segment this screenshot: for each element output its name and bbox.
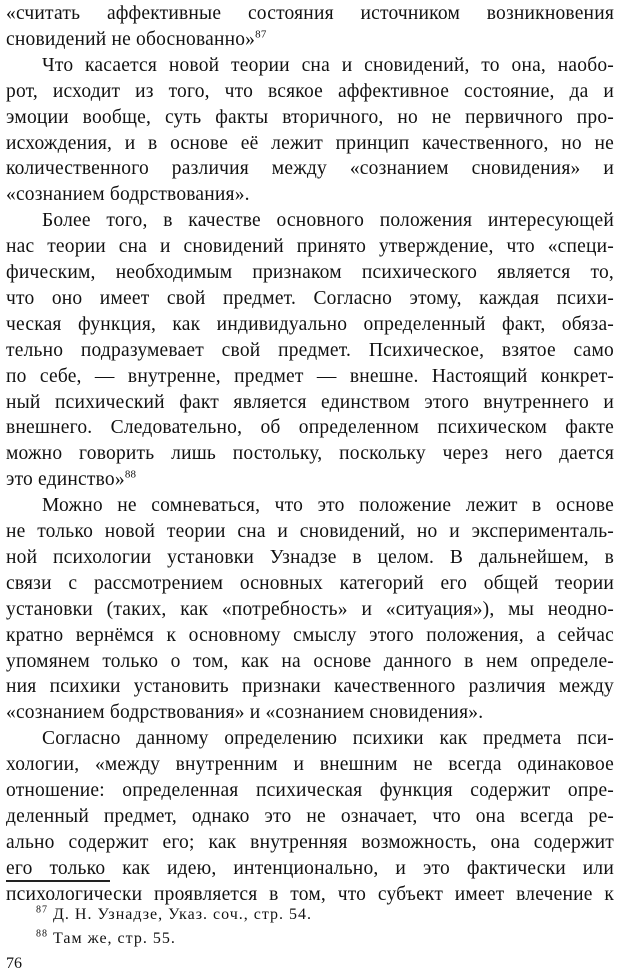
- text-line-content: количественного различия между «сознанием сновидения» и: [6, 158, 614, 180]
- text-line: [6, 596, 614, 623]
- text-line: [6, 155, 614, 182]
- text-line-content: что оно имеет свой предмет. Согласно этому, каждая психи-: [6, 287, 614, 309]
- text-line-content: по себе, — внутренне, предмет — внешне. Настоящий конкрет-: [6, 365, 614, 387]
- text-line-content: ный психический факт является единством этого внутреннего и: [6, 391, 614, 413]
- text-line-content: деленный предмет, однако это не означает, что она всегда ре-: [6, 805, 614, 827]
- text-line: [6, 648, 614, 675]
- text-line: [6, 673, 614, 700]
- text-line-content: нас теории сна и сновидений принято утверждение, что «специ-: [6, 236, 614, 258]
- text-line-content: Более того, в качестве основного положения интересующей: [42, 210, 614, 232]
- text-line: [6, 259, 614, 286]
- text-line: [6, 130, 614, 157]
- text-line: [6, 0, 614, 27]
- text-line: [6, 570, 614, 597]
- text-line-content: тельно подразумевает свой предмет. Психическое, взятое само: [6, 339, 614, 361]
- text-line: [42, 207, 614, 234]
- page-number: 76: [6, 955, 22, 972]
- text-line-content: ния психики установить признаки качественного различия между: [6, 676, 614, 698]
- text-line-content: установки (таких, как «потребность» и «ситуация»), мы неодно-: [6, 598, 614, 620]
- text-line: [6, 311, 614, 338]
- text-line: [6, 337, 614, 364]
- text-line: [6, 389, 614, 416]
- text-line-content: внешнего. Следовательно, об определенном психическом факте: [6, 417, 614, 439]
- text-line: [42, 492, 614, 519]
- text-line: [6, 751, 614, 778]
- footnote: [36, 905, 312, 925]
- text-line-content: «считать аффективные состояния источником возникновения: [6, 3, 614, 24]
- text-line-content: эмоции вообще, суть факты вторичного, но не первичного про-: [6, 106, 614, 128]
- text-line-content: Можно не сомневаться, что это положение лежит в основе: [42, 495, 614, 517]
- footnote: [36, 929, 176, 949]
- book-page: [6, 0, 614, 980]
- text-line-content: Согласно данному определению психики как предмета пси-: [42, 728, 614, 750]
- text-line: [6, 285, 614, 312]
- text-line-content: «сознанием бодрствования».: [6, 184, 250, 206]
- text-line-content: рот, исходит из того, что всякое аффективное состояние, да и: [6, 80, 614, 102]
- footnote-text: Д. Н. Узнадзе, Указ. соч., стр. 54.: [48, 906, 313, 923]
- text-line-content: ально содержит его; как внутренняя возможность, она содержит: [6, 831, 614, 853]
- text-line-content: ческая функция, как индивидуально определенный факт, обяза-: [6, 313, 614, 335]
- text-line: [6, 440, 614, 467]
- text-line-content: кратно вернёмся к основному смыслу этого положения, а сейчас: [6, 624, 614, 646]
- text-line-content: упомянем только о том, как на основе данного в нем определе-: [6, 650, 614, 672]
- footnote-text: Там же, стр. 55.: [48, 930, 176, 947]
- text-line: [6, 466, 614, 493]
- text-line-content: «сознанием бодрствования» и «сознанием сновидения».: [6, 702, 484, 724]
- text-line: [42, 725, 614, 752]
- text-line: [6, 544, 614, 571]
- text-line-content: связи с рассмотрением основных категорий его общей теории: [6, 572, 614, 594]
- text-line-content: сновидений не обоснованно»: [6, 28, 256, 50]
- text-line-content: психологически проявляется в том, что субъект имеет влечение к: [6, 883, 614, 905]
- text-line: [6, 622, 614, 649]
- text-line: [6, 104, 614, 131]
- text-line-content: можно говорить лишь постольку, поскольку через него дается: [6, 443, 614, 465]
- text-line-content: это единство»: [6, 469, 125, 491]
- footnote-marker: 87: [36, 904, 48, 916]
- footnote-marker: 88: [36, 928, 48, 940]
- text-line: [42, 52, 614, 79]
- text-line-content: его только как идею, интенционально, и это фактически или: [6, 857, 614, 879]
- text-line-content: Что касается новой теории сна и сновидений, то она, наобо-: [42, 54, 614, 76]
- text-line: [6, 855, 614, 882]
- text-line-content: отношение: определенная психическая функция содержит опре-: [6, 780, 614, 801]
- text-line-content: хологии, «между внутренним и внешним не всегда одинаковое: [6, 754, 614, 776]
- text-line: [6, 777, 614, 804]
- text-line-content: ной психологии установки Узнадзе в целом. В дальнейшем, в: [6, 546, 614, 568]
- text-line: [6, 363, 614, 390]
- text-line: [6, 78, 614, 105]
- text-line: [6, 26, 614, 53]
- text-line-content: исхождения, и в основе её лежит принцип качественного, но не: [6, 132, 614, 154]
- text-line-content: не только новой теории сна и сновидений, но и эксперименталь-: [6, 521, 614, 542]
- text-line: [6, 803, 614, 830]
- text-line: [6, 181, 614, 208]
- text-line: [6, 233, 614, 260]
- text-line: [6, 829, 614, 856]
- text-line: [6, 518, 614, 545]
- text-line-content: фическим, необходимым признаком психического является то,: [6, 262, 614, 283]
- footnote-separator: [6, 880, 110, 882]
- text-line: [6, 881, 614, 908]
- footnote-reference: 88: [124, 468, 137, 481]
- text-line: [6, 699, 614, 726]
- footnote-reference: 87: [255, 28, 267, 41]
- text-line: [6, 414, 614, 441]
